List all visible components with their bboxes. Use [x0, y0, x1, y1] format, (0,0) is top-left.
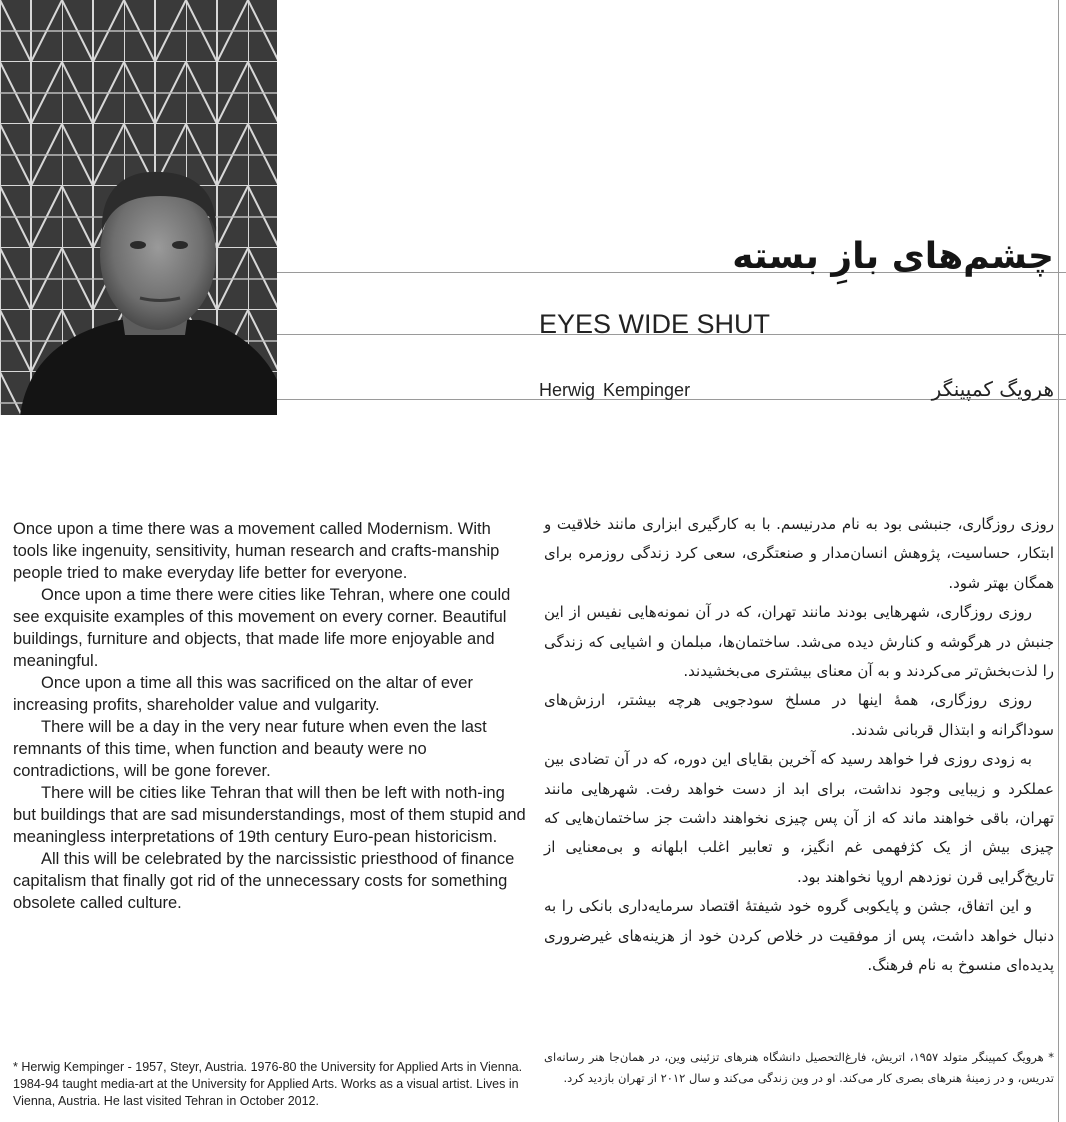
body-persian-paragraph: روزی روزگاری، شهرهایی بودند مانند تهران، که در آن نمونه‌هایی نفیس از این جنبش در هرگوشه و کنارش دیده می‌شد. ساختمان‌ها، مبلمان و اشیایی که زندگی را لذت‌بخش‌تر می‌کردند و به آن معنای بیشتری می‌بخشیدند. [544, 603, 1054, 681]
footnote-english: * Herwig Kempinger - 1957, Steyr, Austria. 1976-80 the University for Applied Arts in Vienna. 1984-94 taught media-art at the University for Applied Arts. Works as a visual artist. Lives in Vienna, Austria. He last visited Tehran in October 2012. [13, 1060, 523, 1108]
author-name-english: Herwig Kempinger [539, 380, 691, 400]
body-english-paragraph: There will be cities like Tehran that will then be left with noth-ing but buildings that are sad misunderstandings, most of them stupid and meaningless interpretations of 19th century Euro-pean historicism. [13, 784, 526, 846]
title-english: EYES WIDE SHUT [539, 309, 771, 339]
body-english-paragraph: Once upon a time all this was sacrificed on the altar of ever increasing profits, shareholder value and vulgarity. [13, 674, 473, 714]
body-english-paragraph: There will be a day in the very near future when even the last remnants of this time, when function and beauty were no contradictions, will be gone forever. [13, 718, 487, 780]
body-persian-paragraph: و این اتفاق، جشن و پایکوبی گروه خود شیفتهٔ اقتصاد سرمایه‌داری بانکی را به دنبال خواهد داشت، پس از موفقیت در خلاص کردن خود از هزینه‌های غیرضروری پدیده‌ای منسوخ به نام فرهنگ. [544, 897, 1054, 975]
footnote-persian: * هرویگ کمپینگر متولد ۱۹۵۷، اتریش، فارغ‌التحصیل دانشگاه هنرهای تزئینی وین، در همان‌جا هنر رسانه‌ای تدریس، و در زمینهٔ هنرهای بصری کار می‌کند. او در وین زندگی می‌کند و سال ۲۰۱۲ از تهران بازدید کرد. [544, 1050, 1054, 1085]
body-persian [544, 510, 1054, 981]
body-english-paragraph: All this will be celebrated by the narcissistic priesthood of finance capitalism that finally got rid of the unnecessary costs for something obsolete called culture. [13, 850, 515, 912]
body-english [13, 518, 528, 914]
body-persian-paragraph: روزی روزگاری، جنبشی بود به نام مدرنیسم. با به کارگیری ابزاری مانند خلاقیت و ابتکار، حساسیت، پژوهش انسان‌مدار و صنعتگری، سعی کرد زندگی روزمره برای همگان بهتر شود. [544, 515, 1054, 592]
margin-rule-right [1058, 0, 1059, 1122]
body-english-paragraph: Once upon a time there was a movement called Modernism. With tools like ingenuity, sensitivity, human research and crafts-manship people tried to make everyday life better for everyone. [13, 520, 500, 582]
author-name-persian: هرویگ کمپینگر [931, 377, 1054, 401]
body-english-paragraph: Once upon a time there were cities like Tehran, where one could see exquisite examples of this movement on every corner. Beautiful buildings, furniture and objects, that made life more enjoyable and meaningful. [13, 586, 511, 670]
portrait-photo-icon [0, 0, 277, 415]
body-persian-paragraph: به زودی روزی فرا خواهد رسید که آخرین بقایای این دوره، که در آن تضادی بین عملکرد و زیبایی وجود نداشت، برای ابد از دست خواهد رفت. شهرهایی مانند تهران، باقی خواهند ماند که از آن پس چیزی نخواهند داشت جز ساختمان‌هایی که چیزی بیش از یک کژفهمی غم انگیز، و تعابیر اغلب ابلهانه و بی‌معنایی از تاریخ‌گرایی قرن نوزدهم اروپا نخواهند بود. [544, 750, 1054, 886]
title-persian: چشم‌های بازِ بسته [732, 236, 1054, 277]
body-persian-paragraph: روزی روزگاری، همهٔ اینها در مسلخ سودجویی هرچه بیشتر، ارزش‌های سوداگرانه و ابتذال قربانی شدند. [544, 691, 1054, 739]
author-portrait [0, 0, 277, 415]
